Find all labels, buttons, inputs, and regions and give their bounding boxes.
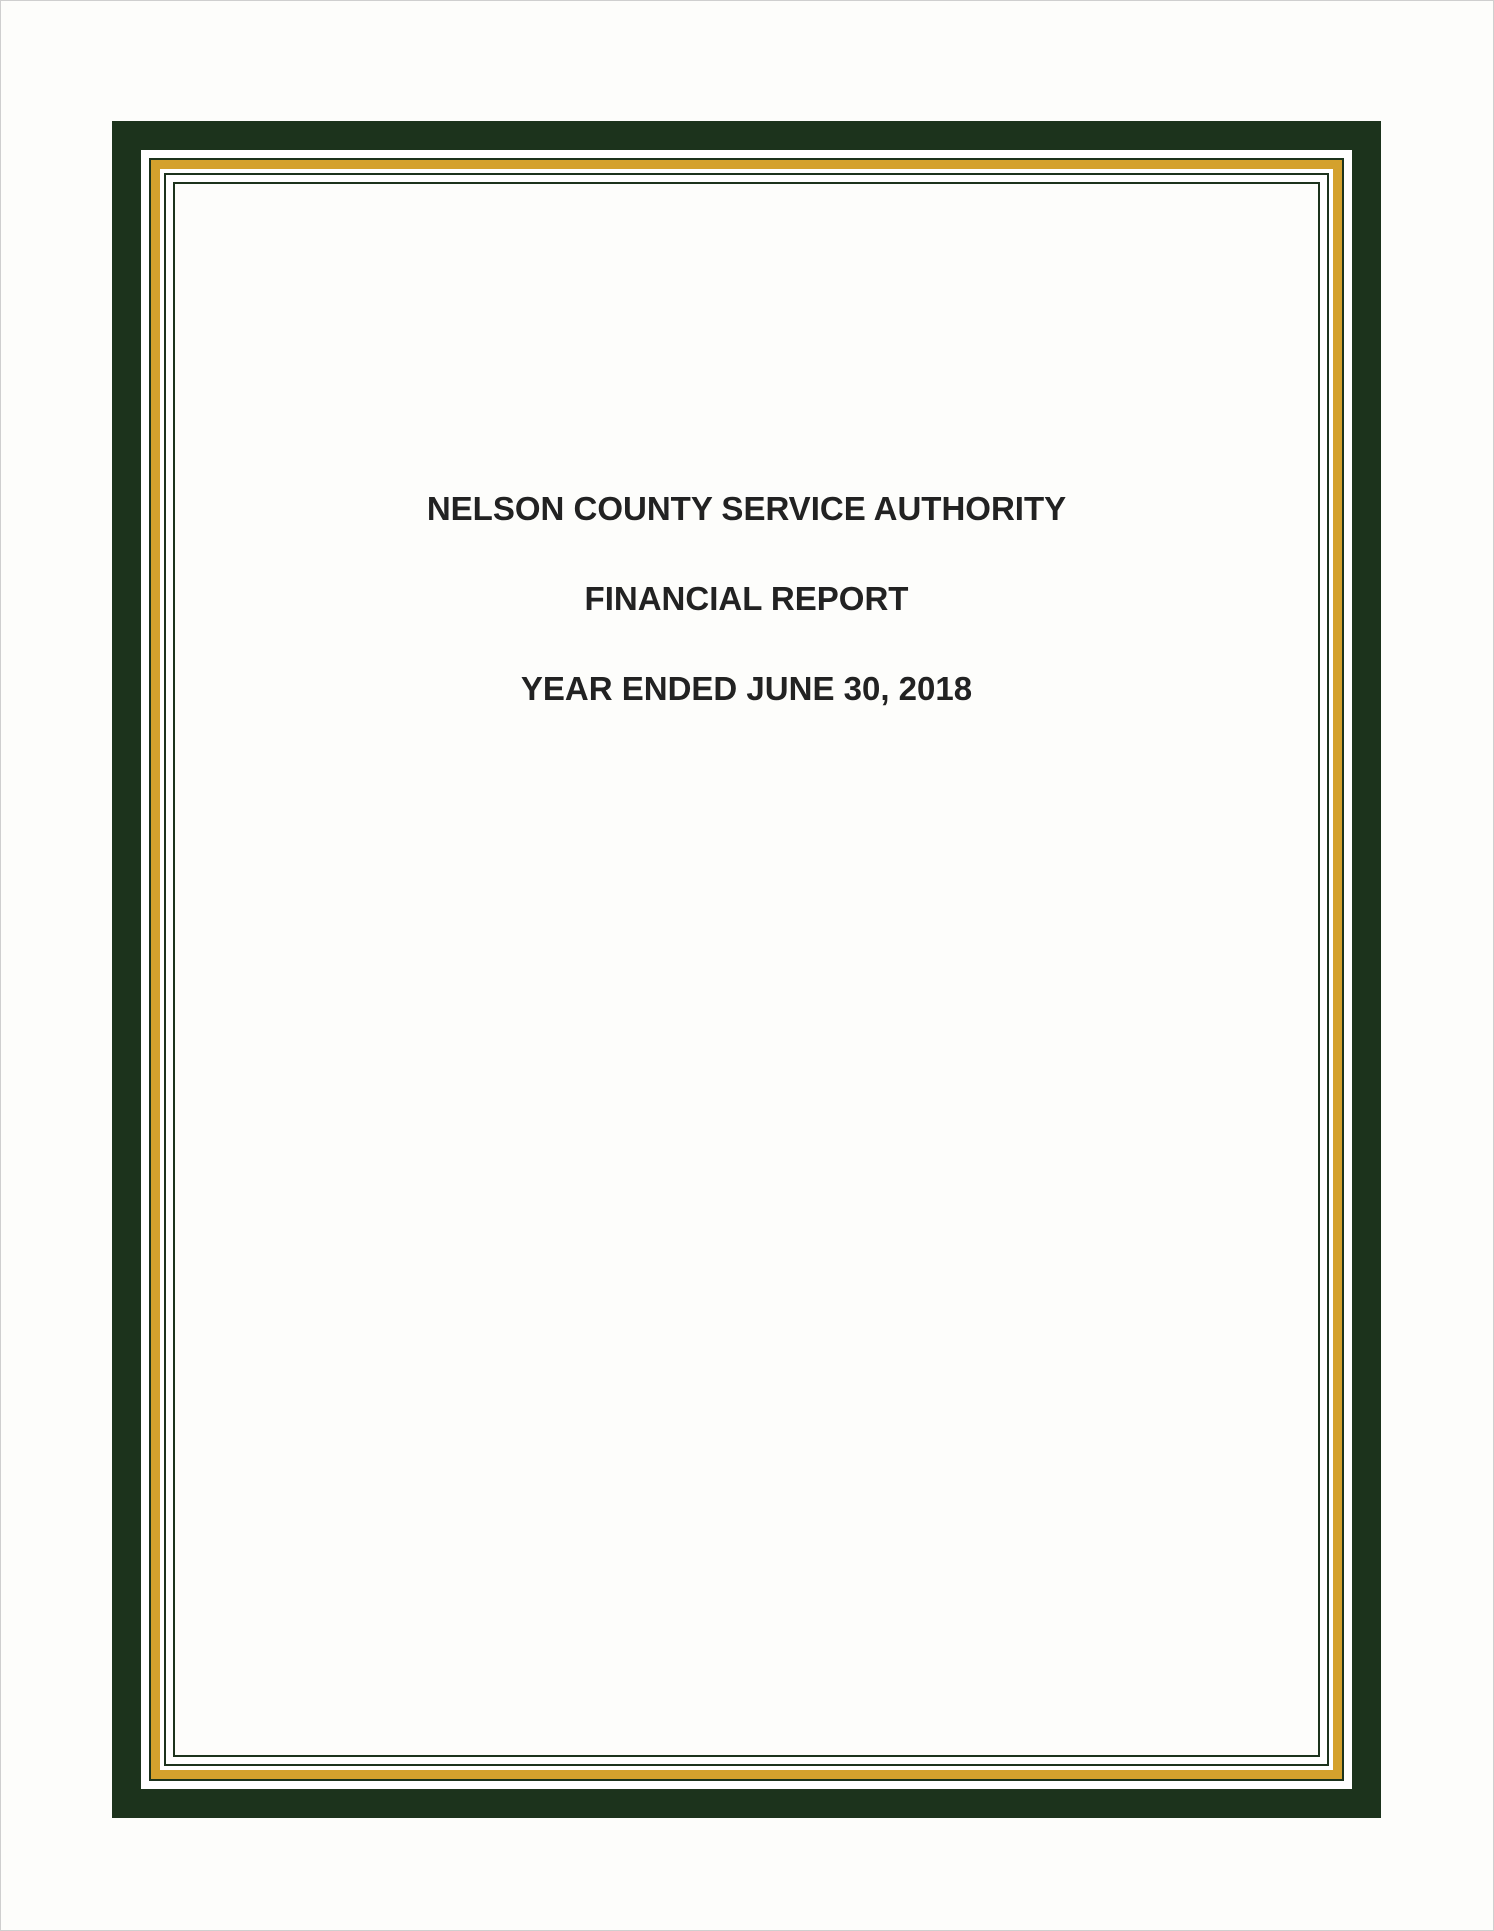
cover-panel [175,184,1318,1755]
report-period-title: YEAR ENDED JUNE 30, 2018 [520,670,973,707]
organization-title: NELSON COUNTY SERVICE AUTHORITY [426,490,1067,527]
report-type-title: FINANCIAL REPORT [584,580,909,617]
cover-title-block [175,480,1318,750]
